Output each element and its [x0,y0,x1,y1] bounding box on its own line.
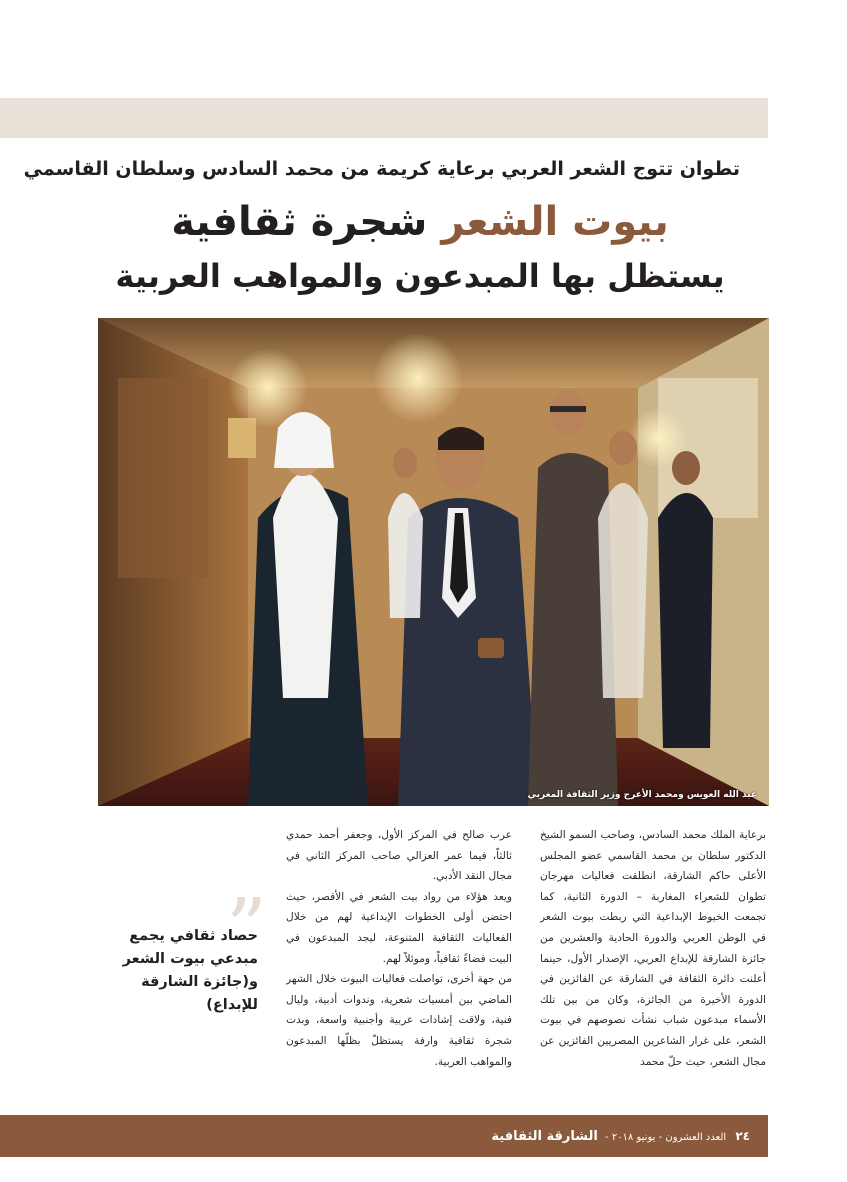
headline-rest: شجرة ثقافية [171,199,428,245]
headline-line-2: يستظل بها المبدعون والمواهب العربية [115,257,725,295]
photo-caption: عبد الله العويس ومحمد الأعرج وزير الثقافة المغربي [527,790,757,800]
article-paragraph: ويعد هؤلاء من رواد بيت الشعر في الأقصر، حيث احتضن أولى الخطوات الإبداعية لهم من خلال الفعاليات الثقافية المتنوعة، ليجد المبدعون في البيت فضاءً ثقافياً، وموئلاً لهم. [286,890,512,965]
magazine-logo: الشارقة الثقافية [491,1129,598,1144]
page-footer [0,1115,768,1157]
issue-info: العدد العشرون - يونيو ٢٠١٨ - [605,1132,727,1143]
quote-mark-icon: ” [226,881,267,974]
pull-quote: حصاد ثقافي يجمع مبدعي بيوت الشعر و(جائزة الشارقة للإبداع) [122,928,258,1013]
article-column-middle [286,825,512,1115]
article-paragraph: برعاية الملك محمد السادس، وصاحب السمو الشيخ الدكتور سلطان بن محمد القاسمي عضو المجلس الأعلى حاكم الشارقة، انطلقت فعاليات مهرجان تطوان للشعراء المغاربة – الدورة الثانية، كما تجمعت الخيوط الإبداعية التي ربطت بيوت الشعر في الوطن العربي والدورة الحادية والعشرين من جائزة الشارقة للإبداع العربي، الإصدار الأول، حينما أعلنت دائرة الثقافة في الشارقة عن الفائزين في الدورة الأخيرة من الجائزة، وكان من بين تلك الأسماء مبدعون شباب نشأت نصوصهم في بيوت الشعر، على غرار الشاعرين المصريين الفائزين عن مجال الشعر، حيث حلّ محمد [540,829,766,1068]
headline-line-1 [100,192,740,252]
article-column-right [540,825,766,1115]
article-paragraph: من جهة أخرى، تواصلت فعاليات البيوت خلال الشهر الماضي بين أمسيات شعرية، وندوات أدبية، وليال فنية، ولاقت إشادات عربية وأجنبية واسعة، وبدت شجرة ثقافية وارفة يستظلّ بظلّها المبدعون والمواهب العربية. [286,973,512,1068]
headline-accent: بيوت الشعر [441,199,669,245]
photo-illustration [98,318,769,806]
article-paragraph: عرب صالح في المركز الأول، وجعفر أحمد حمدي ثالثاً، فيما عمر العزالي صاحب المركز الثاني في مجال النقد الأدبي. [286,829,512,883]
event-photo [98,318,769,806]
top-decorative-band [0,98,768,138]
article-kicker: تطوان تتوج الشعر العربي برعاية كريمة من محمد السادس وسلطان القاسمي [23,158,740,180]
page-number: ٢٤ [735,1129,750,1143]
footer-info [491,1115,750,1157]
